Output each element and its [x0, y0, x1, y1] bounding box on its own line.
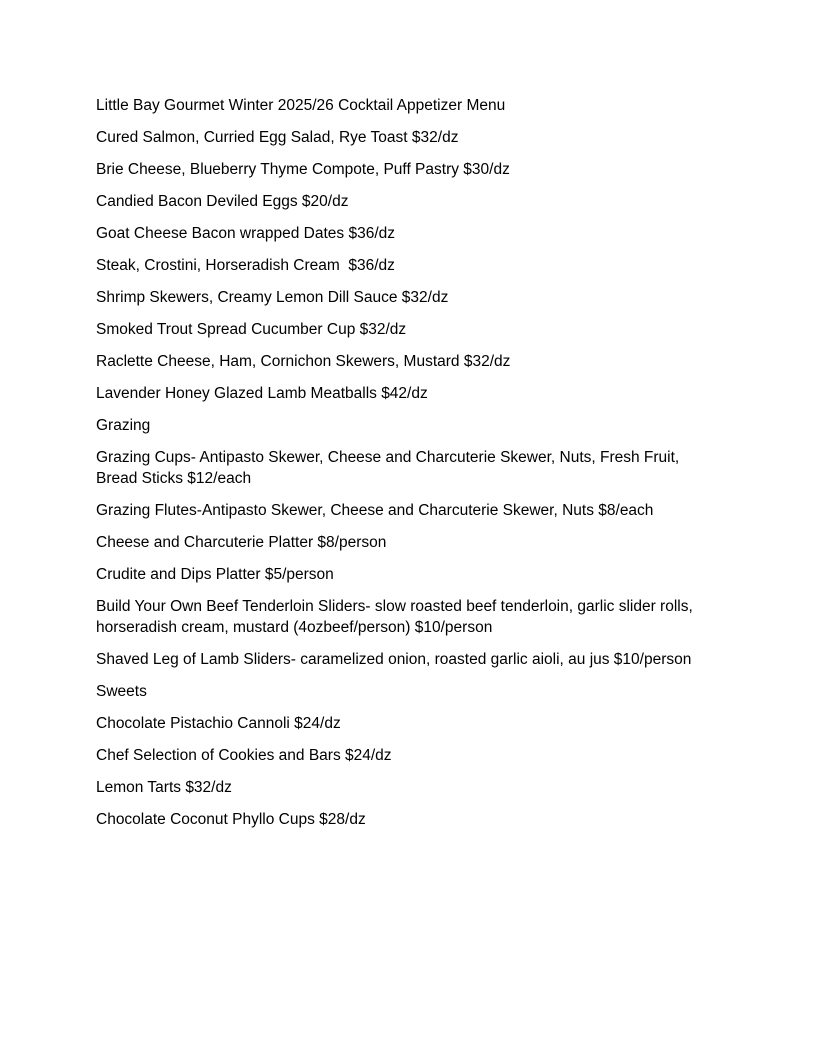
menu-title: Little Bay Gourmet Winter 2025/26 Cocktail Appetizer Menu — [96, 97, 506, 114]
menu-content — [96, 95, 720, 841]
menu-item: Grazing Flutes-Antipasto Skewer, Cheese and Charcuterie Skewer, Nuts $8/each — [96, 502, 654, 519]
menu-item: Goat Cheese Bacon wrapped Dates $36/dz — [96, 225, 395, 242]
section-heading-grazing: Grazing — [96, 417, 151, 434]
menu-item: Candied Bacon Deviled Eggs $20/dz — [96, 193, 349, 210]
menu-item: Brie Cheese, Blueberry Thyme Compote, Puff Pastry $30/dz — [96, 161, 510, 178]
menu-item: Chocolate Pistachio Cannoli $24/dz — [96, 715, 341, 732]
menu-item: Grazing Cups- Antipasto Skewer, Cheese and Charcuterie Skewer, Nuts, Fresh Fruit, Bread Sticks $12/each — [96, 449, 684, 487]
menu-item: Shrimp Skewers, Creamy Lemon Dill Sauce $32/dz — [96, 289, 449, 306]
menu-item: Crudite and Dips Platter $5/person — [96, 566, 334, 583]
menu-item: Lavender Honey Glazed Lamb Meatballs $42/dz — [96, 385, 428, 402]
menu-item: Shaved Leg of Lamb Sliders- caramelized onion, roasted garlic aioli, au jus $10/person — [96, 651, 692, 668]
menu-item: Raclette Cheese, Ham, Cornichon Skewers, Mustard $32/dz — [96, 353, 511, 370]
menu-item: Steak, Crostini, Horseradish Cream $36/dz — [96, 257, 395, 274]
menu-item: Chocolate Coconut Phyllo Cups $28/dz — [96, 811, 366, 828]
menu-item: Lemon Tarts $32/dz — [96, 779, 232, 796]
menu-item: Build Your Own Beef Tenderloin Sliders- slow roasted beef tenderloin, garlic slider rolls, horseradish cream, mustard (4ozbeef/person) $10/person — [96, 598, 698, 636]
menu-item: Cheese and Charcuterie Platter $8/person — [96, 534, 387, 551]
menu-item: Smoked Trout Spread Cucumber Cup $32/dz — [96, 321, 407, 338]
menu-item: Cured Salmon, Curried Egg Salad, Rye Toast $32/dz — [96, 129, 459, 146]
menu-item: Chef Selection of Cookies and Bars $24/dz — [96, 747, 392, 764]
section-heading-sweets: Sweets — [96, 683, 147, 700]
